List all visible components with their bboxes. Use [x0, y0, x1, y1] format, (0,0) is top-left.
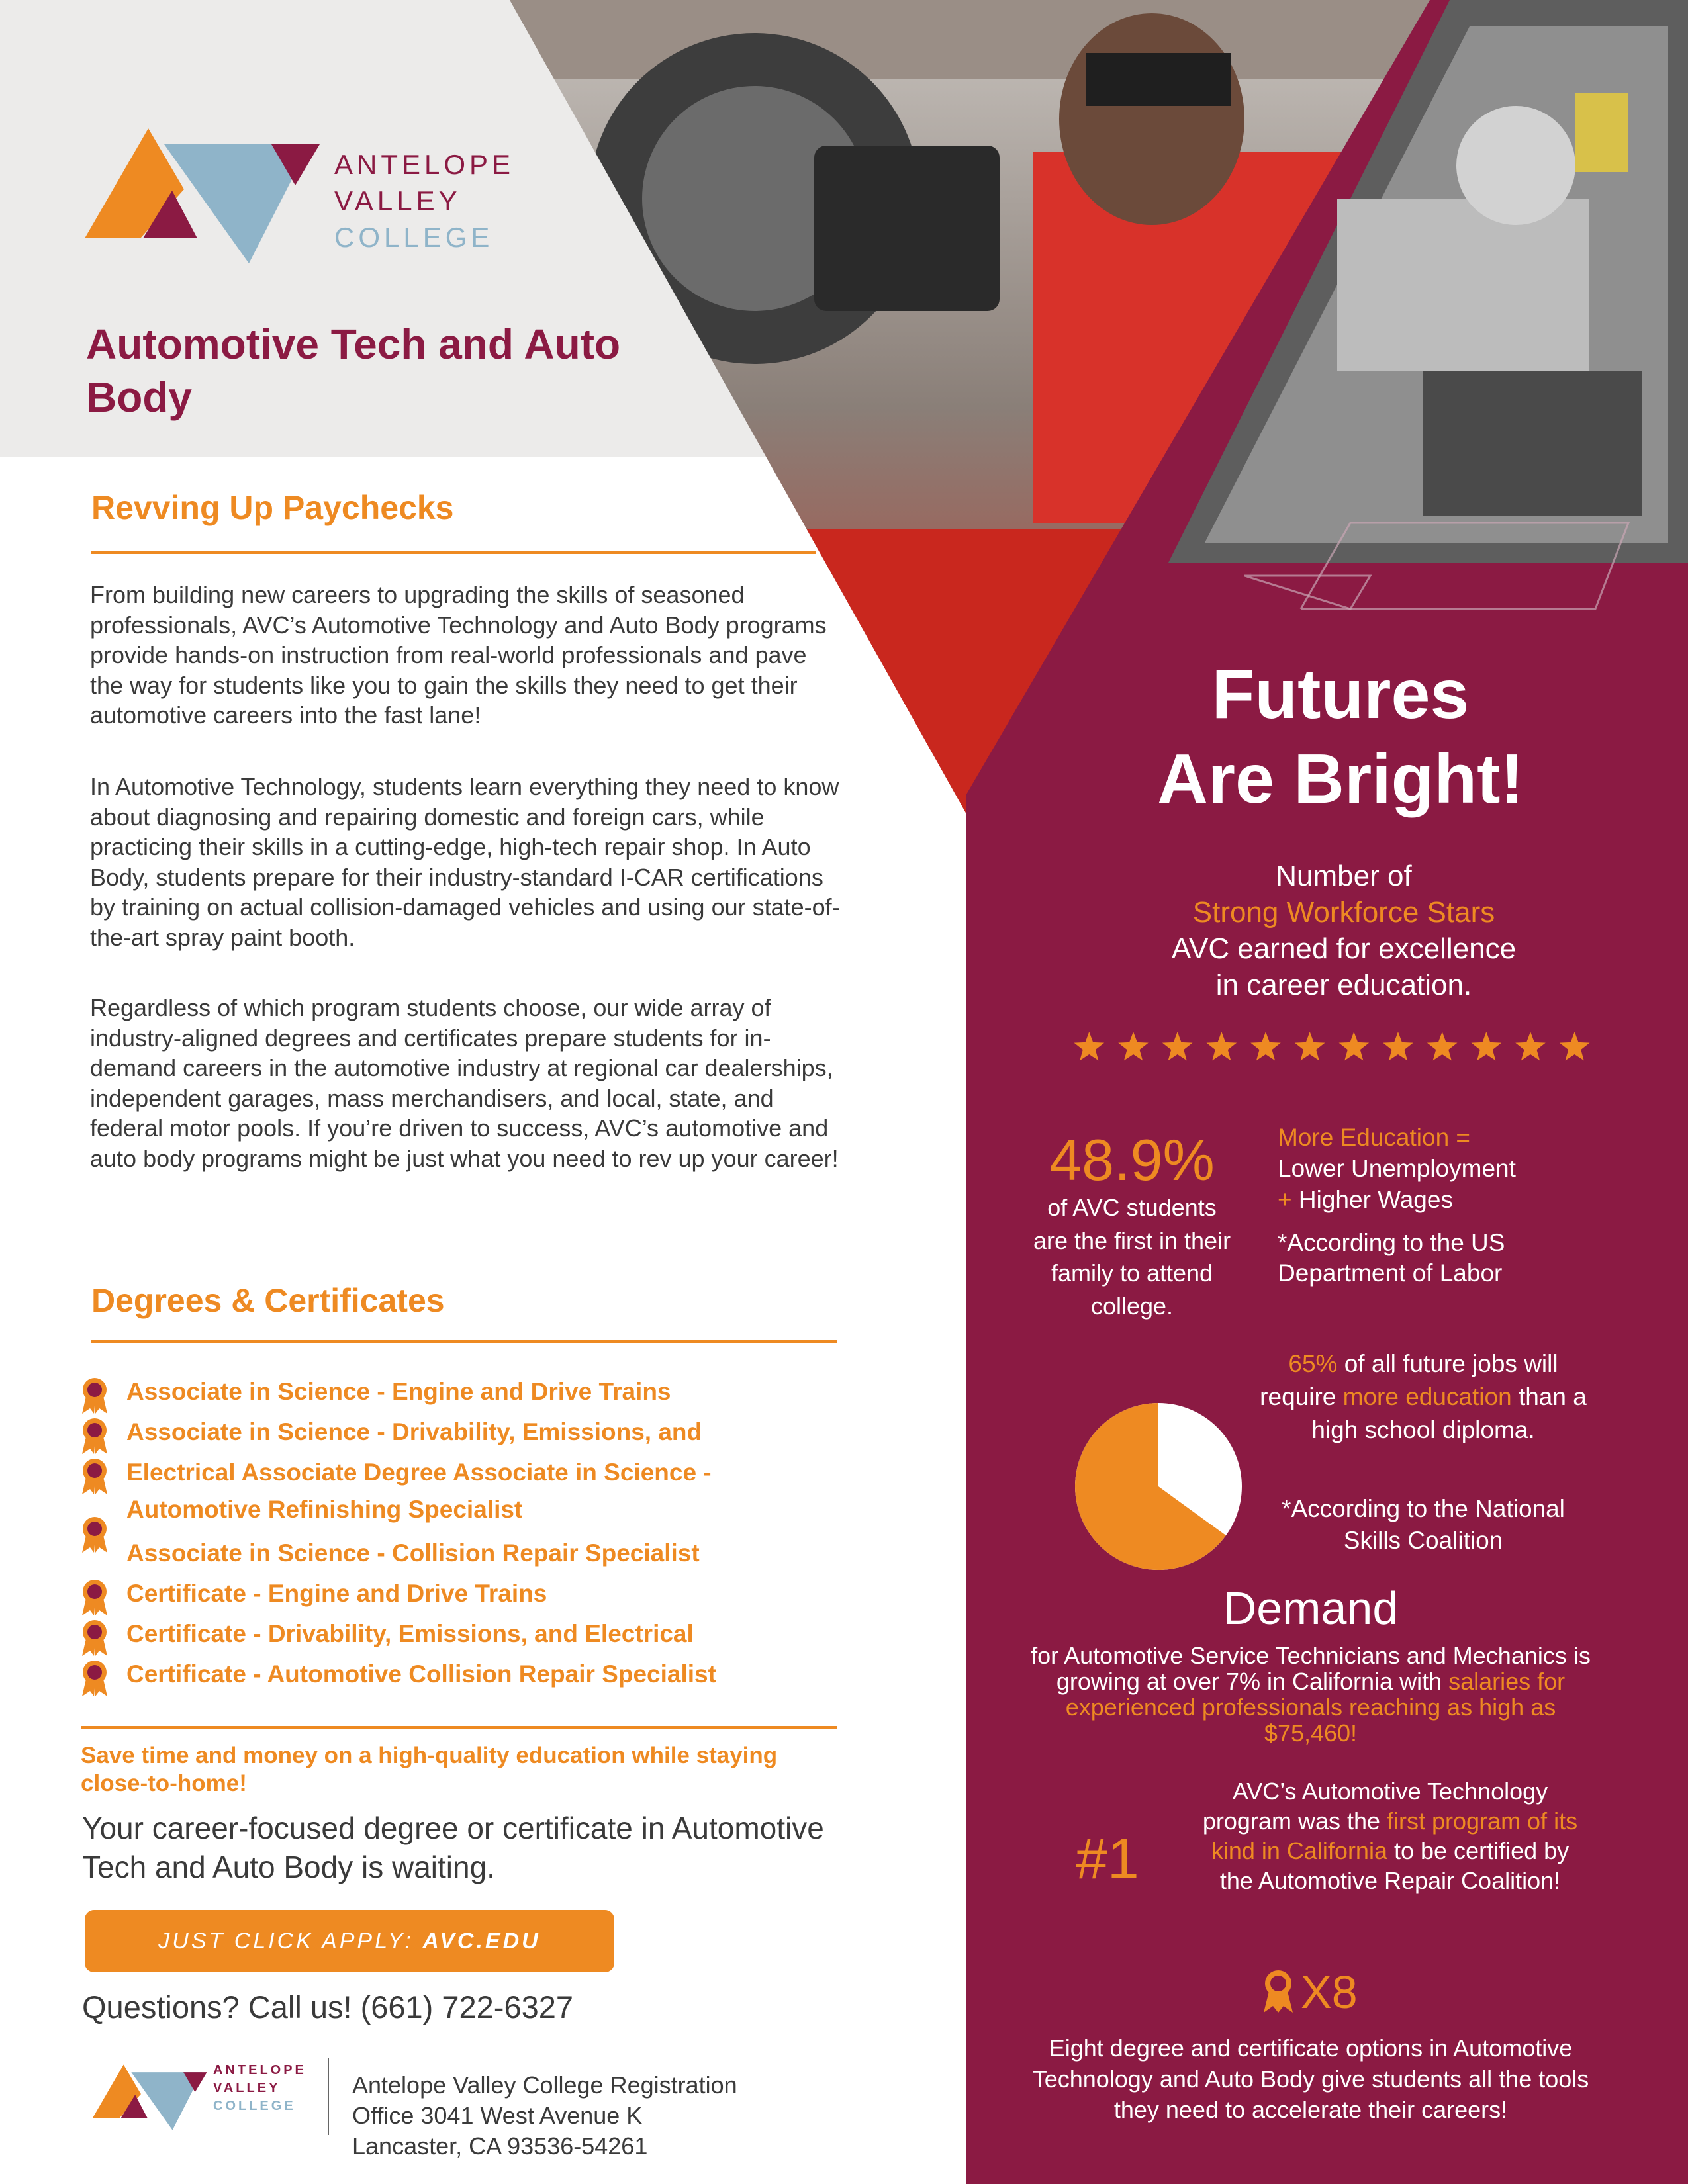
rank-text-part: AVC’s Automotive Technology program was the [1202, 1778, 1548, 1835]
star-icon [1295, 1032, 1325, 1060]
degree-label: Certiﬁcate - Drivability, Emissions, and Electrical [126, 1620, 694, 1647]
address-line: Antelope Valley College Registration [352, 2071, 737, 2099]
degree-label: Automotive Reﬁnishing Specialist [126, 1496, 523, 1523]
footer-logo-valley: VALLEY [213, 2081, 281, 2095]
degree-label: Associate in Science - Collision Repair Specialist [126, 1539, 700, 1567]
more-edu-line: Lower Unemployment [1278, 1155, 1516, 1182]
apply-button[interactable] [85, 1910, 614, 1972]
more-edu-line: Higher Wages [1291, 1186, 1453, 1213]
degree-label: Electrical Associate Degree Associate in Science - [126, 1459, 712, 1486]
apply-prefix: JUST CLICK APPLY: [158, 1928, 423, 1954]
star-icon [1250, 1032, 1281, 1060]
options-count: X8 [1301, 1966, 1358, 2018]
stars-row [1067, 1031, 1597, 1064]
caption-highlight: Strong Workforce Stars [1192, 896, 1495, 929]
award-ribbon-icon [78, 1457, 111, 1496]
futures-heading [966, 652, 1688, 821]
divider [91, 551, 816, 554]
star-icon [1515, 1032, 1546, 1060]
labor-source-note: *According to the US Department of Labor [1278, 1229, 1505, 1287]
caption-line: AVC earned for excellence [1171, 933, 1517, 965]
address-line: Lancaster, CA 93536-54261 [352, 2132, 648, 2160]
star-icon [1472, 1032, 1502, 1060]
avc-footer-logo [93, 2062, 209, 2134]
jobs-text-highlight: more education [1342, 1383, 1512, 1410]
award-ribbon-icon [1261, 1969, 1295, 2014]
degrees-heading: Degrees & Certificates [91, 1282, 445, 1319]
options-text: Eight degree and certificate options in Automotive Technology and Auto Body give students all the tools they need to accelerate their careers! [1032, 2034, 1589, 2123]
page-title: Automotive Tech and Auto Body [86, 320, 621, 421]
degree-label: Associate in Science - Engine and Drive Trains [126, 1378, 671, 1405]
futures-line: Are Bright! [1157, 740, 1524, 818]
registration-address [352, 2070, 882, 2161]
workforce-stars-caption [1033, 858, 1655, 1003]
first-gen-percentage: 48.9% [1049, 1127, 1215, 1193]
demand-text-highlight: salaries for experienced professionals reaching as high as $75,460! [1065, 1668, 1566, 1747]
star-icon [1560, 1032, 1590, 1060]
divider [81, 1726, 837, 1729]
skills-source-note: *According to the National Skills Coalition [1282, 1495, 1565, 1554]
award-ribbon-icon [78, 1578, 111, 1617]
save-money-text: Save time and money on a high-quality education while staying close-to-home! [81, 1743, 778, 1796]
career-waiting-text: Your career-focused degree or certificate in Automotive Tech and Auto Body is waiting. [82, 1811, 824, 1884]
award-ribbon-icon [78, 1417, 111, 1455]
first-gen-description: of AVC students are the first in their family to attend college. [1033, 1194, 1231, 1320]
avc-logo [85, 124, 323, 270]
jobs-text-part: than a high school diploma. [1311, 1383, 1587, 1443]
rank-text-part: to be certified by the Automotive Repair Coalition! [1219, 1837, 1570, 1894]
jobs-percentage: 65% [1288, 1350, 1338, 1377]
address-line: Office 3041 West Avenue K [352, 2102, 643, 2129]
divider [91, 1340, 837, 1343]
automotive-paragraph: In Automotive Technology, students learn everything they need to know about diagnosing and repairing domestic and foreign cars, while practicing their skills in a cutting-edge, high-tech repair shop. In Auto Body, students prepare for their industry-standard I-CAR certifications by training on actual collision-damaged vehicles and using our state-of-the-art spray paint booth. [90, 773, 840, 951]
star-icon [1427, 1032, 1458, 1060]
rank-number: #1 [1076, 1827, 1139, 1891]
footer-logo-antelope: ANTELOPE [213, 2063, 306, 2077]
rank-text-highlight: first program of its kind in California [1211, 1807, 1578, 1864]
star-icon [1339, 1032, 1370, 1060]
more-edu-line: More Education = [1278, 1124, 1471, 1151]
jobs-text-part: of all future jobs will require [1260, 1350, 1558, 1410]
jobs-pie-chart [1074, 1402, 1243, 1571]
future-jobs-text [1258, 1347, 1589, 1447]
caption-line: in career education. [1215, 969, 1472, 1001]
star-icon [1383, 1032, 1413, 1060]
phone-contact: Questions? Call us! (661) 722-6327 [82, 1989, 573, 2025]
star-icon [1118, 1032, 1149, 1060]
demand-text-part: for Automotive Service Technicians and Mechanics is growing at over 7% in California with [1031, 1642, 1591, 1695]
award-ribbon-icon [78, 1619, 111, 1657]
apply-link[interactable]: AVC.EDU [422, 1928, 541, 1954]
award-ribbon-icon [78, 1659, 111, 1698]
programs-paragraph: Regardless of which program students choose, our wide array of industry-aligned degrees and certificates prepare students for in-demand careers in the automotive industry at regional car dealerships, independent garages, mass merchandisers, and local, state, and federal motor pools. If you’re driven to success, AVC’s automotive and auto body programs might be just what you need to rev up your career! [90, 994, 839, 1172]
star-icon [1074, 1032, 1105, 1060]
star-icon [1162, 1032, 1193, 1060]
caption-line: Number of [1276, 860, 1412, 892]
rank-text [1192, 1776, 1589, 1895]
logo-text-valley: VALLEY [334, 185, 461, 216]
demand-text [1019, 1643, 1602, 1746]
degree-label: Certiﬁcate - Automotive Collision Repair Specialist [126, 1661, 716, 1688]
footer-divider [328, 2058, 329, 2135]
star-icon [1207, 1032, 1237, 1060]
demand-heading: Demand [1223, 1582, 1399, 1634]
more-education-text [1278, 1122, 1575, 1215]
logo-text-antelope: ANTELOPE [334, 149, 515, 180]
degree-label: Associate in Science - Drivability, Emissions, and [126, 1418, 702, 1445]
revving-heading: Revving Up Paychecks [91, 489, 454, 526]
degree-label: Certiﬁcate - Engine and Drive Trains [126, 1580, 547, 1607]
award-ribbon-icon [78, 1516, 111, 1554]
footer-logo-college: COLLEGE [213, 2099, 296, 2113]
plus-sign: + [1278, 1186, 1292, 1213]
intro-paragraph: From building new careers to upgrading the skills of seasoned professionals, AVC’s Automotive Technology and Auto Body programs provide hands-on instruction from real-world professionals and pave the way for students like you to gain the skills they need to get their automotive careers into the fast lane! [90, 581, 827, 729]
award-ribbon-icon [78, 1377, 111, 1415]
futures-line: Futures [1211, 655, 1470, 733]
logo-text-college: COLLEGE [334, 222, 494, 253]
